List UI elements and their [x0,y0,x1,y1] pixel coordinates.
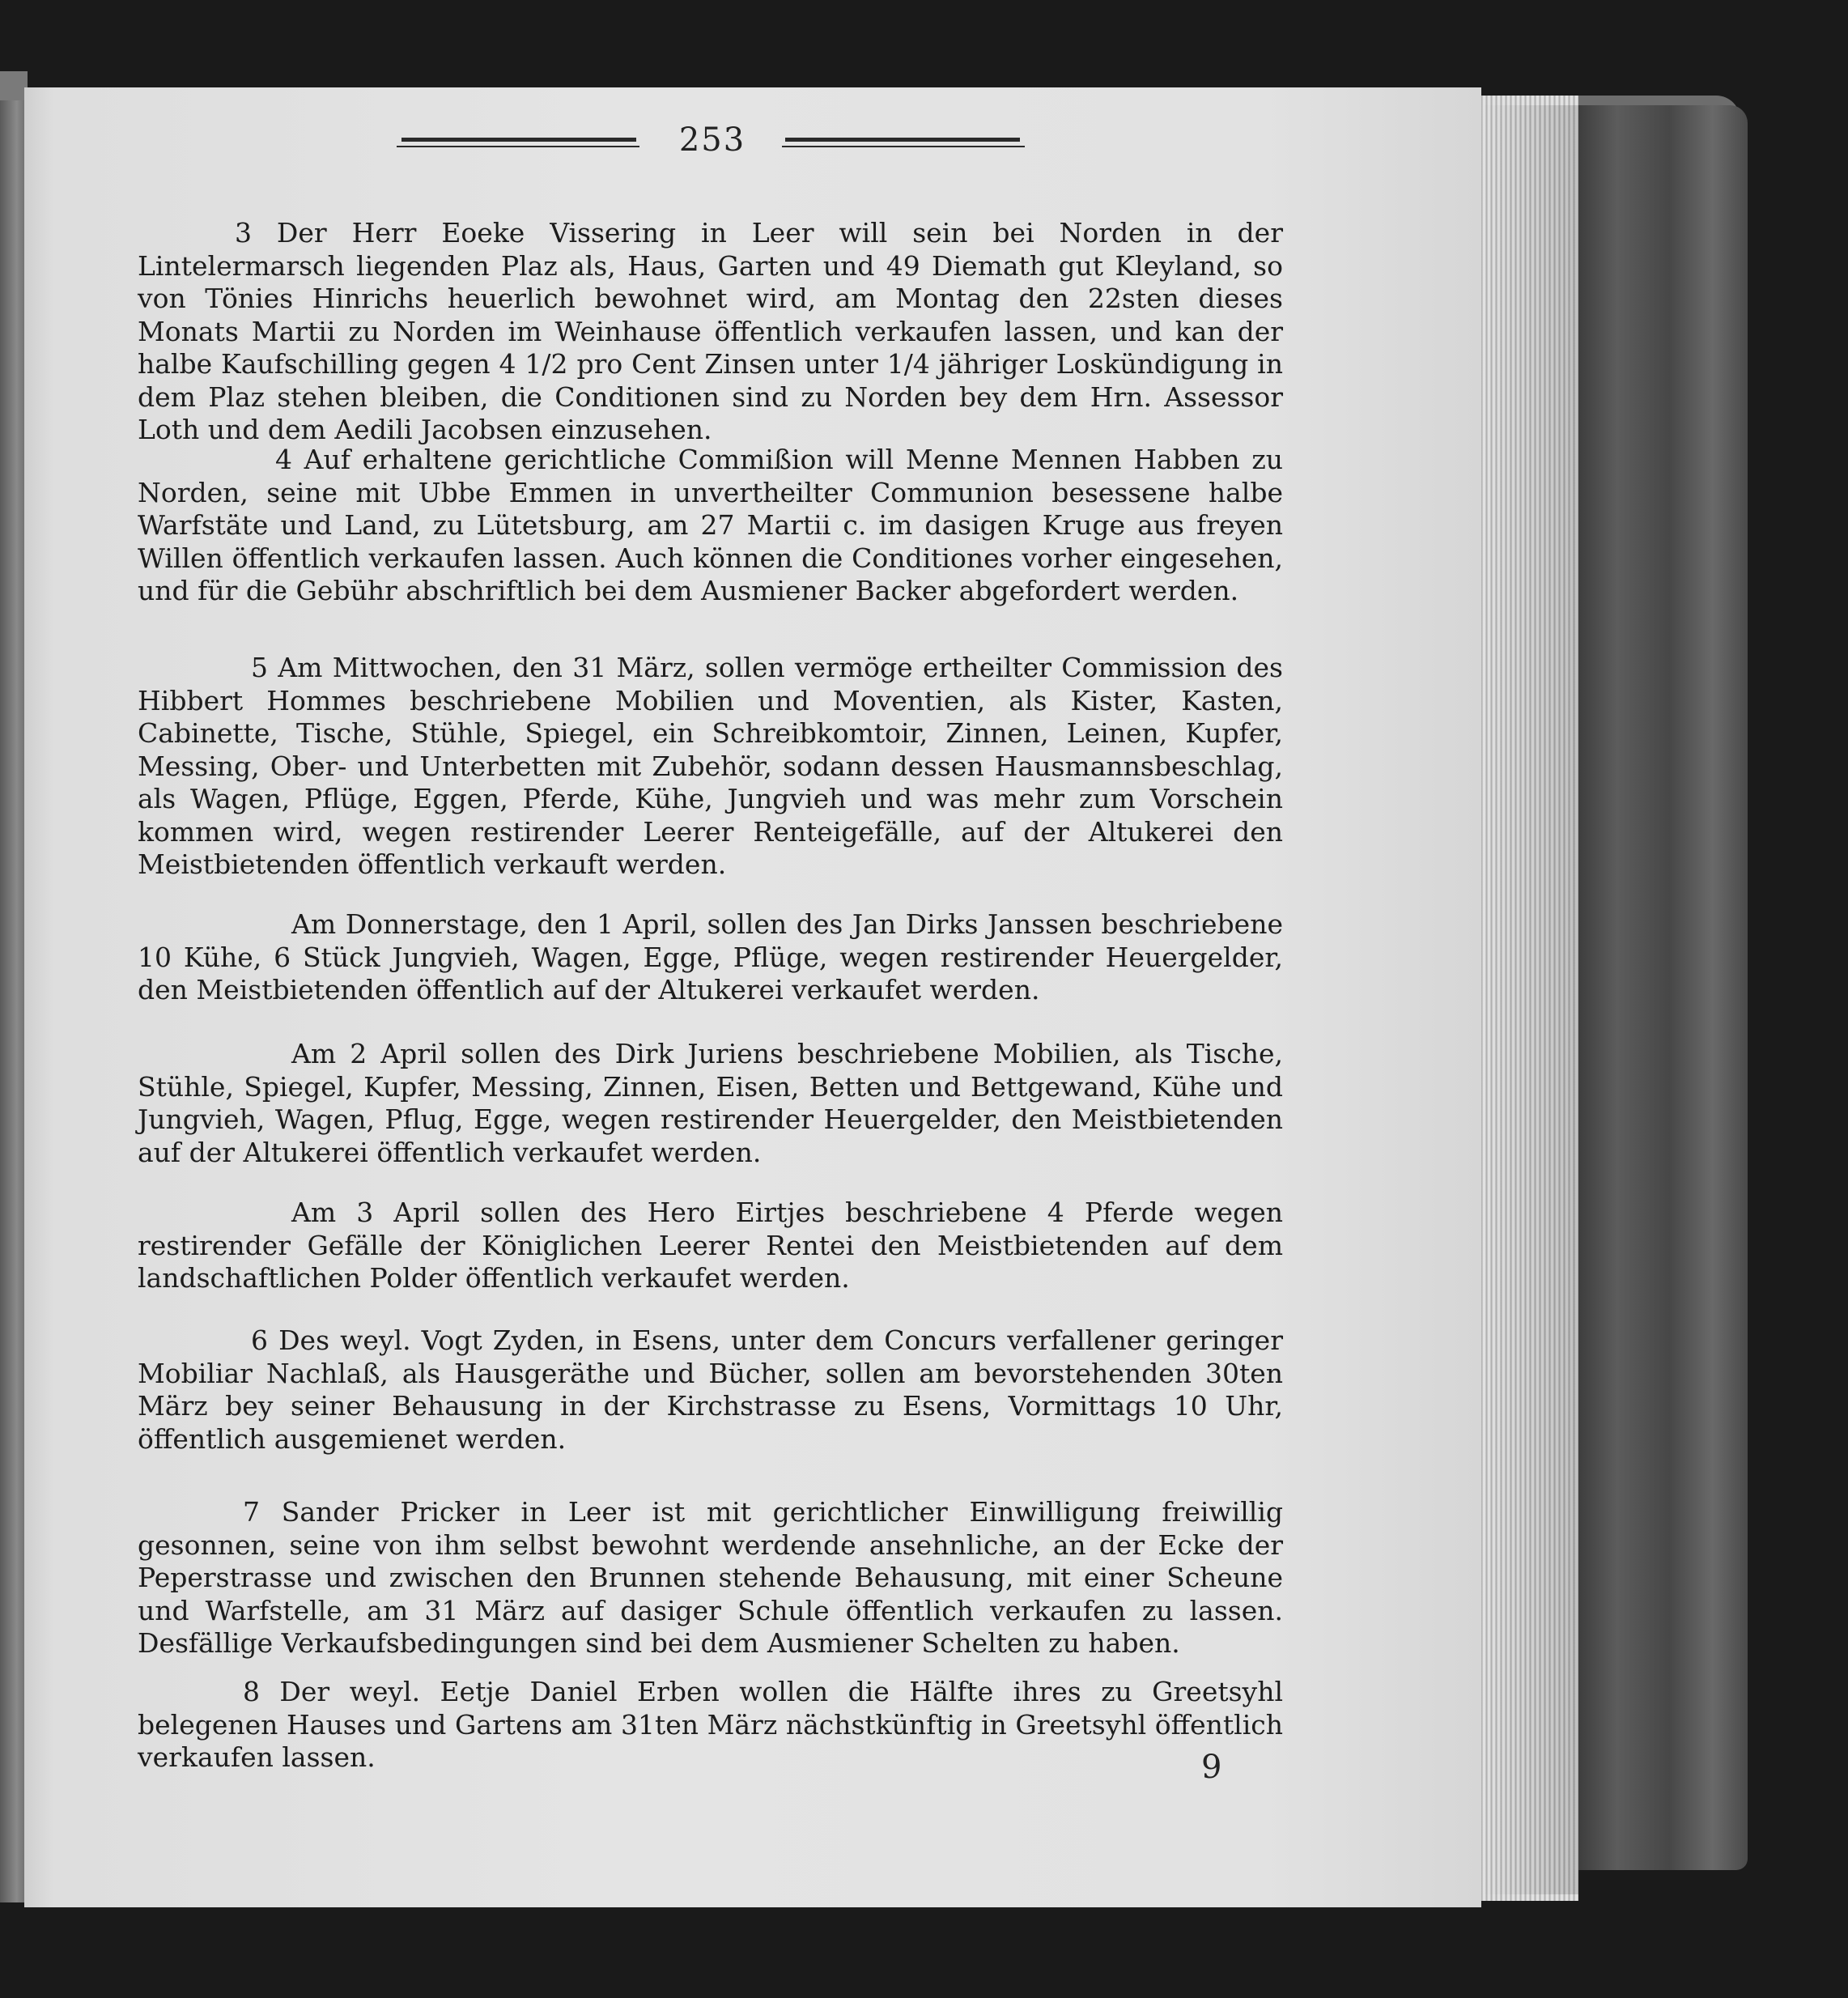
header-rule-right [785,138,1020,142]
catchword: 9 [1201,1749,1222,1786]
paragraph-5 [138,652,1283,886]
paragraph-text: 5 Am Mittwochen, den 31 März, sollen vermöge ertheilter Commission des Hibbert Hommes beschriebene Mobilien und Moventien, als Kister, Kasten, Cabinette, Tische, Stühle, Spiegel, ein Schreibkomtoir, Zinnen, Leinen, Kupfer, Messing, Ober- und Unterbetten mit Zubehör, sodann dessen Hausmannsbeschlag, als Wagen, Pflüge, Eggen, Pferde, Kühe, Jungvieh und was mehr zum Vorschein kommen wird, wegen restirender Leerer Renteigefälle, auf der Altukerei den Meistbietenden öffentlich verkauft werden. [138,652,1283,880]
paragraph-5c [138,1038,1283,1171]
book-cover-spine [1574,105,1748,1870]
paragraph-8 [138,1676,1283,1773]
paragraph-5d [138,1197,1283,1302]
paragraph-text: 8 Der weyl. Eetje Daniel Erben wollen die Hälfte ihres zu Greetsyhl belegenen Hauses und Gartens am 31ten März nächstkünftig in Greetsyhl öffentlich verkaufen lassen. [138,1676,1283,1773]
paragraph-6 [138,1324,1283,1458]
header-rule-left-thin [397,146,639,147]
paragraph-text: 4 Auf erhaltene gerichtliche Commißion will Menne Mennen Habben zu Norden, seine mit Ubbe Emmen in unvertheilter Communion besessene halbe Warfstäte und Land, zu Lütetsburg, am 27 Martii c. im dasigen Kruge aus freyen Willen öffentlich verkaufen lassen. Auch können die Conditiones vorher eingesehen, und für die Gebühr abschriftlich bei dem Ausmiener Backer abgefordert werden. [138,444,1283,606]
paragraph-5b [138,908,1283,1014]
header-rule-right-thin [782,146,1025,147]
paragraph-text: 3 Der Herr Eoeke Vissering in Leer will sein bei Norden in der Lintelermarsch liegenden Plaz als, Haus, Garten und 49 Diemath gut Kleyland, so von Tönies Hinrichs heuerlich bewohnet wird, am Montag den 22sten dieses Monats Martii zu Norden im Weinhause öffentlich verkaufen lassen, und kan der halbe Kaufschilling gegen 4 1/2 pro Cent Zinsen unter 1/4 jähriger Loskündigung in dem Plaz stehen bleiben, die Conditionen sind zu Norden bey dem Hrn. Assessor Loth und dem Aedili Jacobsen einzusehen. [138,217,1283,445]
paragraph-text: Am Donnerstage, den 1 April, sollen des Jan Dirks Janssen beschriebene 10 Kühe, 6 Stück Jungvieh, Wagen, Egge, Pflüge, wegen restirender Heuergelder, den Meistbietenden öffentlich auf der Altukerei verkaufet werden. [138,908,1283,1005]
paragraph-text: 7 Sander Pricker in Leer ist mit gerichtlicher Einwilligung freiwillig gesonnen, seine von ihm selbst bewohnt werdende ansehnliche, an der Ecke der Peperstrasse und zwischen den Brunnen stehende Behausung, mit einer Scheune und Warfstelle, am 31 März auf dasiger Schule öffentlich verkaufen zu lassen. Desfällige Verkaufsbedingungen sind bei dem Ausmiener Schelten zu haben. [138,1496,1283,1659]
page-header [397,121,1028,160]
paragraph-text: Am 2 April sollen des Dirk Juriens beschriebene Mobilien, als Tische, Stühle, Spiegel, Kupfer, Messing, Zinnen, Eisen, Betten und Bettgewand, Kühe und Jungvieh, Wagen, Pflug, Egge, wegen restirender Heuergelder, den Meistbietenden auf der Altukerei öffentlich verkaufet werden. [138,1038,1283,1168]
paragraph-4 [138,444,1283,610]
paragraph-text: Am 3 April sollen des Hero Eirtjes beschriebene 4 Pferde wegen restirender Gefälle der Königlichen Leerer Rentei den Meistbietenden auf dem landschaftlichen Polder öffentlich verkaufet werden. [138,1197,1283,1294]
paragraph-3 [138,217,1283,445]
left-binding-top [0,71,28,100]
left-page-edge [0,73,28,1902]
page-fore-edge-shadow [1481,105,1578,1894]
paragraph-text: 6 Des weyl. Vogt Zyden, in Esens, unter dem Concurs verfallener geringer Mobiliar Nachlaß, als Hausgeräthe und Bücher, sollen am bevorstehenden 30ten März bey seiner Behausung in der Kirchstrasse zu Esens, Vormittags 10 Uhr, öffentlich ausgemienet werden. [138,1324,1283,1455]
header-rule-left [401,138,636,142]
page-number: 253 [678,121,746,159]
paragraph-7 [138,1496,1283,1666]
